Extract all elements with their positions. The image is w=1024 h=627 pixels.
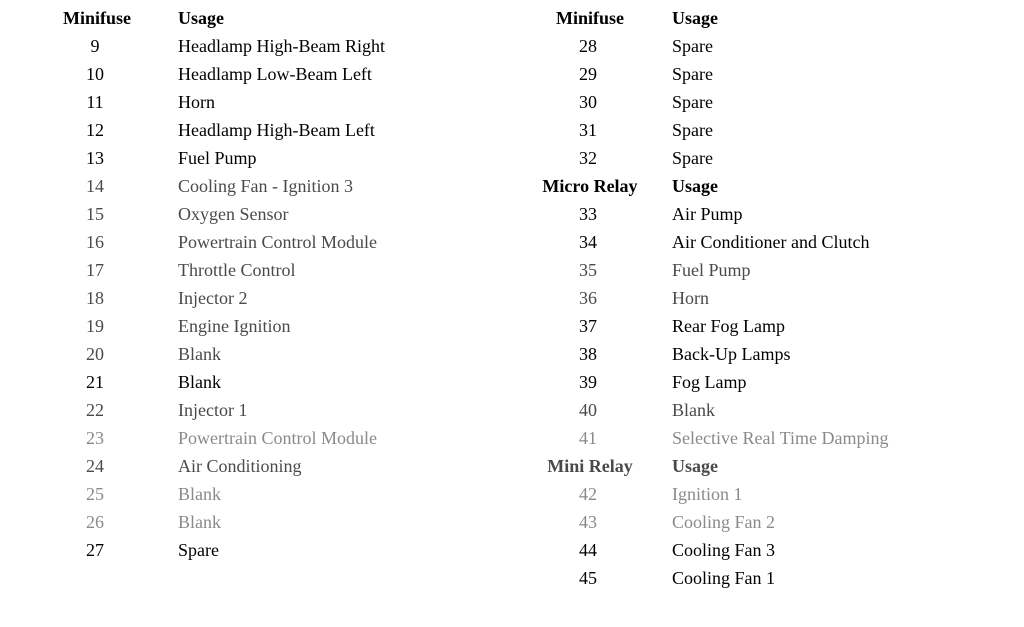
row-number: 36	[579, 288, 597, 308]
row-usage: Selective Real Time Damping	[672, 428, 889, 448]
row-number: 25	[86, 484, 104, 504]
row-number: 32	[579, 148, 597, 168]
row-number: 13	[86, 148, 104, 168]
row-number: 20	[86, 344, 104, 364]
row-number: 34	[579, 232, 597, 252]
row-number: 33	[579, 204, 597, 224]
column-header-usage: Usage	[672, 8, 718, 28]
row-usage: Injector 2	[178, 288, 248, 308]
row-usage: Spare	[672, 92, 713, 112]
row-usage: Horn	[672, 288, 709, 308]
row-usage: Air Conditioner and Clutch	[672, 232, 870, 252]
row-number: 17	[86, 260, 104, 280]
row-number: 11	[86, 92, 104, 112]
row-usage: Ignition 1	[672, 484, 743, 504]
row-number: 10	[86, 64, 104, 84]
row-number: 31	[579, 120, 597, 140]
row-usage: Engine Ignition	[178, 316, 291, 336]
row-usage: Blank	[178, 484, 221, 504]
row-number: 12	[86, 120, 104, 140]
row-number: 18	[86, 288, 104, 308]
row-number: 45	[579, 568, 597, 588]
row-usage: Injector 1	[178, 400, 248, 420]
row-usage: Rear Fog Lamp	[672, 316, 785, 336]
row-usage: Blank	[672, 400, 715, 420]
row-usage: Fuel Pump	[672, 260, 751, 280]
row-number: 15	[86, 204, 104, 224]
row-usage: Spare	[672, 148, 713, 168]
row-usage: Blank	[178, 372, 221, 392]
row-number: 44	[579, 540, 597, 560]
row-usage: Air Conditioning	[178, 456, 302, 476]
row-usage: Air Pump	[672, 204, 743, 224]
row-number: 23	[86, 428, 104, 448]
row-usage: Headlamp High-Beam Left	[178, 120, 375, 140]
row-number: 24	[86, 456, 104, 476]
row-number: 19	[86, 316, 104, 336]
column-header-number: Minifuse	[62, 8, 131, 28]
row-usage: Blank	[178, 512, 221, 532]
row-usage: Cooling Fan 2	[672, 512, 776, 532]
row-usage: Cooling Fan 1	[672, 568, 776, 588]
row-number: 9	[90, 36, 100, 56]
row-usage: Fuel Pump	[178, 148, 257, 168]
row-usage: Cooling Fan 3	[672, 540, 776, 560]
column-header-number: Minifuse	[555, 8, 624, 28]
column-header-number: Micro Relay	[542, 176, 638, 196]
row-usage: Headlamp High-Beam Right	[178, 36, 385, 56]
column-header-number: Mini Relay	[547, 456, 633, 476]
row-number: 42	[579, 484, 597, 504]
row-number: 37	[579, 316, 597, 336]
row-number: 21	[86, 372, 104, 392]
row-number: 22	[86, 400, 104, 420]
row-number: 38	[579, 344, 597, 364]
row-usage: Oxygen Sensor	[178, 204, 289, 224]
row-usage: Cooling Fan - Ignition 3	[178, 176, 353, 196]
row-number: 30	[579, 92, 597, 112]
row-number: 35	[579, 260, 597, 280]
row-number: 40	[579, 400, 597, 420]
row-usage: Throttle Control	[178, 260, 296, 280]
row-number: 16	[86, 232, 104, 252]
row-number: 41	[579, 428, 597, 448]
row-usage: Headlamp Low-Beam Left	[178, 64, 372, 84]
row-number: 26	[86, 512, 104, 532]
row-usage: Back-Up Lamps	[672, 344, 791, 364]
row-usage: Spare	[672, 120, 713, 140]
row-number: 39	[579, 372, 597, 392]
column-header-usage: Usage	[178, 8, 224, 28]
row-usage: Spare	[672, 64, 713, 84]
row-number: 28	[579, 36, 597, 56]
row-number: 27	[86, 540, 104, 560]
row-number: 29	[579, 64, 597, 84]
row-usage: Spare	[672, 36, 713, 56]
column-header-usage: Usage	[672, 456, 718, 476]
column-header-usage: Usage	[672, 176, 718, 196]
row-usage: Powertrain Control Module	[178, 232, 377, 252]
row-usage: Powertrain Control Module	[178, 428, 377, 448]
row-number: 14	[86, 176, 104, 196]
row-usage: Fog Lamp	[672, 372, 747, 392]
row-number: 43	[579, 512, 597, 532]
row-usage: Spare	[178, 540, 219, 560]
row-usage: Horn	[178, 92, 215, 112]
row-usage: Blank	[178, 344, 221, 364]
